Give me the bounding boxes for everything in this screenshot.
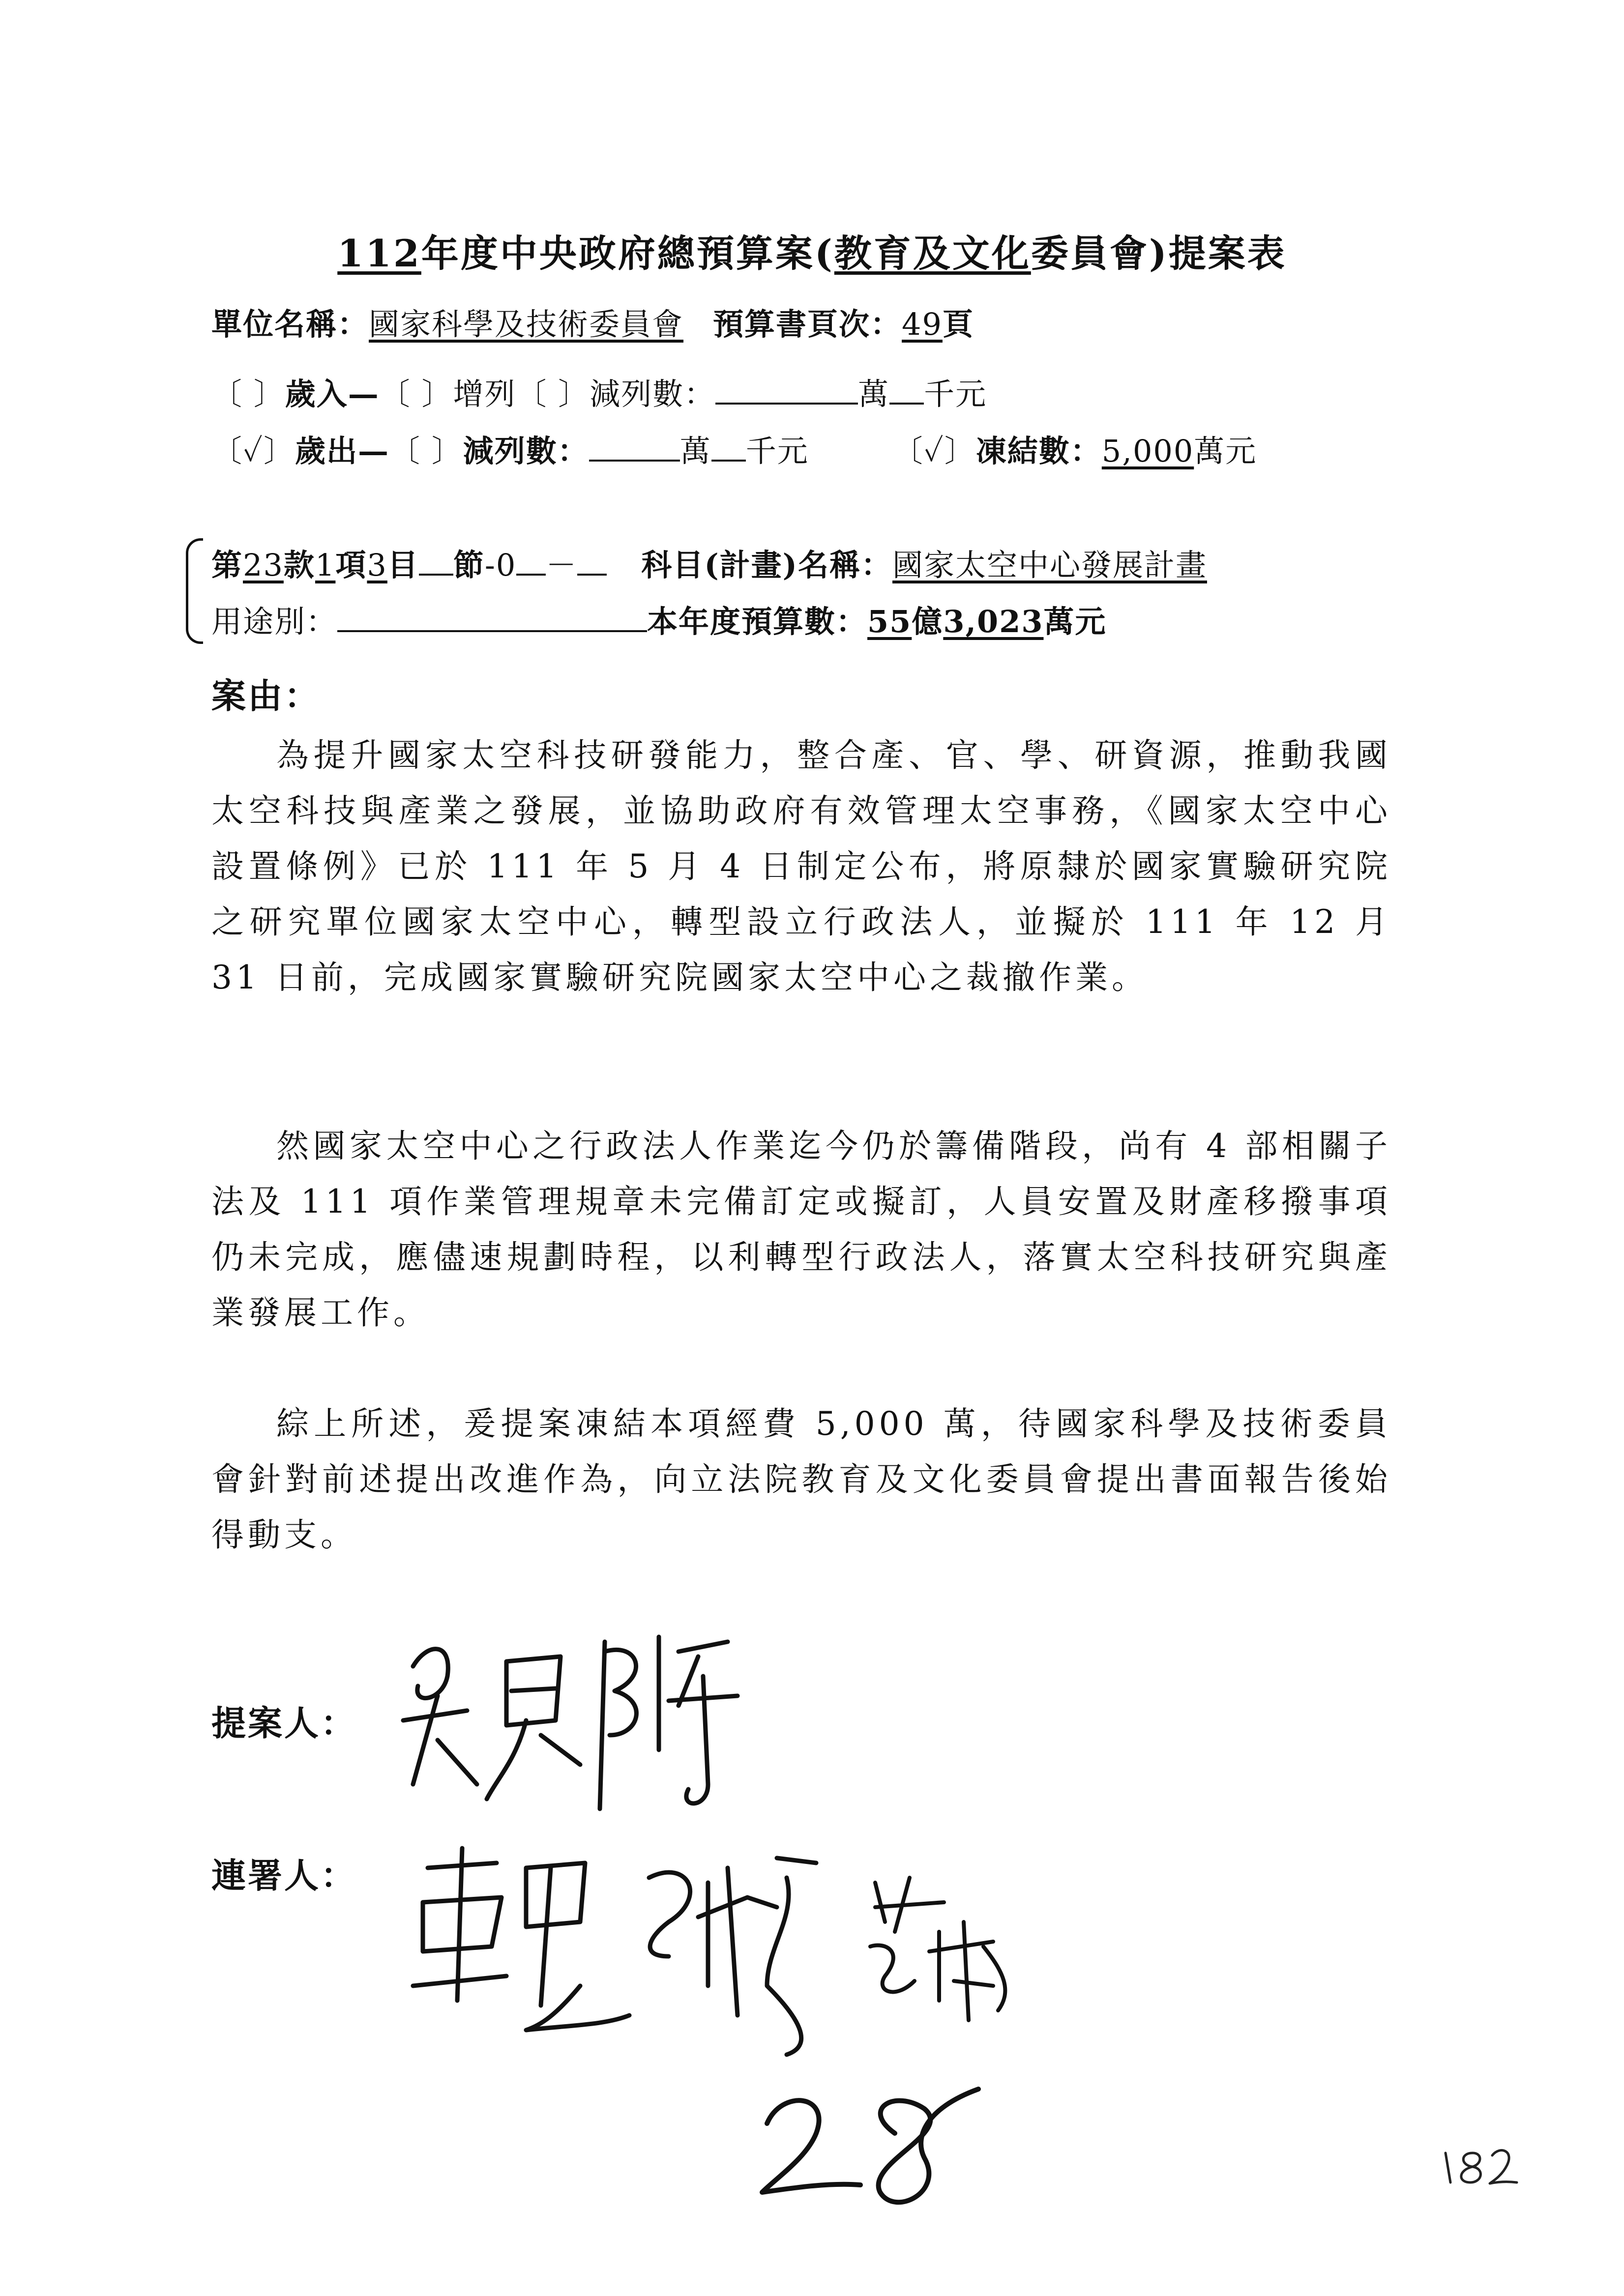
revenue-unit-wan: 萬 <box>858 376 890 412</box>
page-unit: 頁 <box>942 306 974 342</box>
cosigner-signature-2 <box>856 1863 1033 2042</box>
cosigner-label: 連署人： <box>211 1855 357 1896</box>
page-label: 預算書頁次： <box>713 306 902 342</box>
jie-blank <box>419 545 453 576</box>
budget-wan-amount: 3,023 <box>943 604 1044 639</box>
expense-unit-qian: 千元 <box>745 433 809 469</box>
title-text-b: 委員會)提案表 <box>1031 232 1287 275</box>
revenue-checkbox: 〔 〕 <box>211 376 285 412</box>
revenue-unit-qian: 千元 <box>924 376 987 412</box>
expense-reduce-label: 減列數： <box>463 433 589 469</box>
mu-number: 3 <box>367 547 387 583</box>
item-bracket <box>186 538 203 644</box>
reason-paragraph-1: 為提升國家太空科技研發能力，整合產、官、學、研資源，推動我國太空科技與產業之發展，並協助政府有效管理太空事務，《國家太空中心設置條例》已於 111 年 5 月 4 日制定公布，將原隸於國家實驗研究院之研究單位國家太空中心，轉型設立行政法人，並擬於 111 年 12 月 31 日前，完成國家實驗研究院國家太空中心之裁撤作業。 <box>211 736 1391 996</box>
subject-name: 國家太空中心發展計畫 <box>892 547 1207 583</box>
revenue-qian-blank <box>889 374 924 405</box>
proposer-label: 提案人： <box>211 1703 357 1744</box>
budget-yi-amount: 55 <box>867 604 912 639</box>
expense-unit-wan: 萬 <box>679 433 711 469</box>
xiang-number: 1 <box>315 547 336 583</box>
title-text-a: 年度中央政府總預算案( <box>421 232 834 275</box>
unit-line <box>211 300 974 344</box>
revenue-options: 〔 〕增列〔 〕減列數： <box>379 376 716 412</box>
kuan-number: 23 <box>243 547 284 583</box>
item-dash: － <box>546 547 578 583</box>
cosigner-signature-1 <box>393 1838 826 2062</box>
freeze-checkbox: 〔✓〕 <box>892 433 976 469</box>
reason-paragraph-2: 然國家太空中心之行政法人作業迄今仍於籌備階段，尚有 4 部相關子法及 111 項作業管理規章未完備訂定或擬訂，人員安置及財產移撥事項仍未完成，應儘速規劃時程，以利轉型行政法人，落實太空科技研究與產業發展工作。 <box>211 1127 1391 1332</box>
freeze-unit: 萬元 <box>1194 433 1257 469</box>
title-year: 112 <box>337 232 421 275</box>
freeze-label: 凍結數： <box>975 433 1102 469</box>
item-xiang: 項 <box>335 547 367 583</box>
page-number: 49 <box>902 306 943 342</box>
handwritten-number <box>747 2079 983 2209</box>
unit-label: 單位名稱： <box>211 306 369 342</box>
reason-paragraph-3: 綜上所述，爰提案凍結本項經費 5,000 萬，待國家科學及技術委員會針對前述提出改進作為，向立法院教育及文化委員會提出書面報告後始得動支。 <box>211 1405 1391 1554</box>
sub-blank <box>577 545 607 576</box>
item-mu: 目 <box>387 547 419 583</box>
freeze-amount: 5,000 <box>1101 433 1194 469</box>
expense-line <box>211 427 1257 470</box>
budget-label: 本年度預算數： <box>647 604 868 639</box>
item-jie: 節 <box>453 547 485 583</box>
title-committee: 教育及文化 <box>834 232 1031 275</box>
budget-wan: 萬元 <box>1043 604 1107 639</box>
item-line <box>211 541 1207 584</box>
revenue-label: 歲入— <box>285 376 380 412</box>
code-blank <box>516 545 546 576</box>
item-di: 第 <box>211 547 243 583</box>
expense-wan-blank <box>589 431 680 462</box>
revenue-line <box>211 370 987 413</box>
revenue-wan-blank <box>715 374 858 405</box>
expense-qian-blank <box>711 431 746 462</box>
usage-blank <box>337 601 647 632</box>
subject-label: 科目(計畫)名稱： <box>641 547 892 583</box>
item-kuan: 款 <box>283 547 315 583</box>
reason-heading: 案由： <box>211 675 321 716</box>
item-code: -0 <box>484 547 517 583</box>
expense-checkbox: 〔✓〕 <box>211 433 295 469</box>
usage-label: 用途別： <box>211 604 338 639</box>
unit-name: 國家科學及技術委員會 <box>369 306 684 342</box>
expense-label: 歲出— <box>295 433 390 469</box>
proposer-signature <box>384 1622 777 1835</box>
usage-line <box>211 597 1107 641</box>
page-mark <box>1436 2138 1519 2194</box>
form-title <box>0 224 1624 277</box>
budget-yi: 億 <box>912 604 944 639</box>
expense-reduce-checkbox: 〔 〕 <box>389 433 463 469</box>
